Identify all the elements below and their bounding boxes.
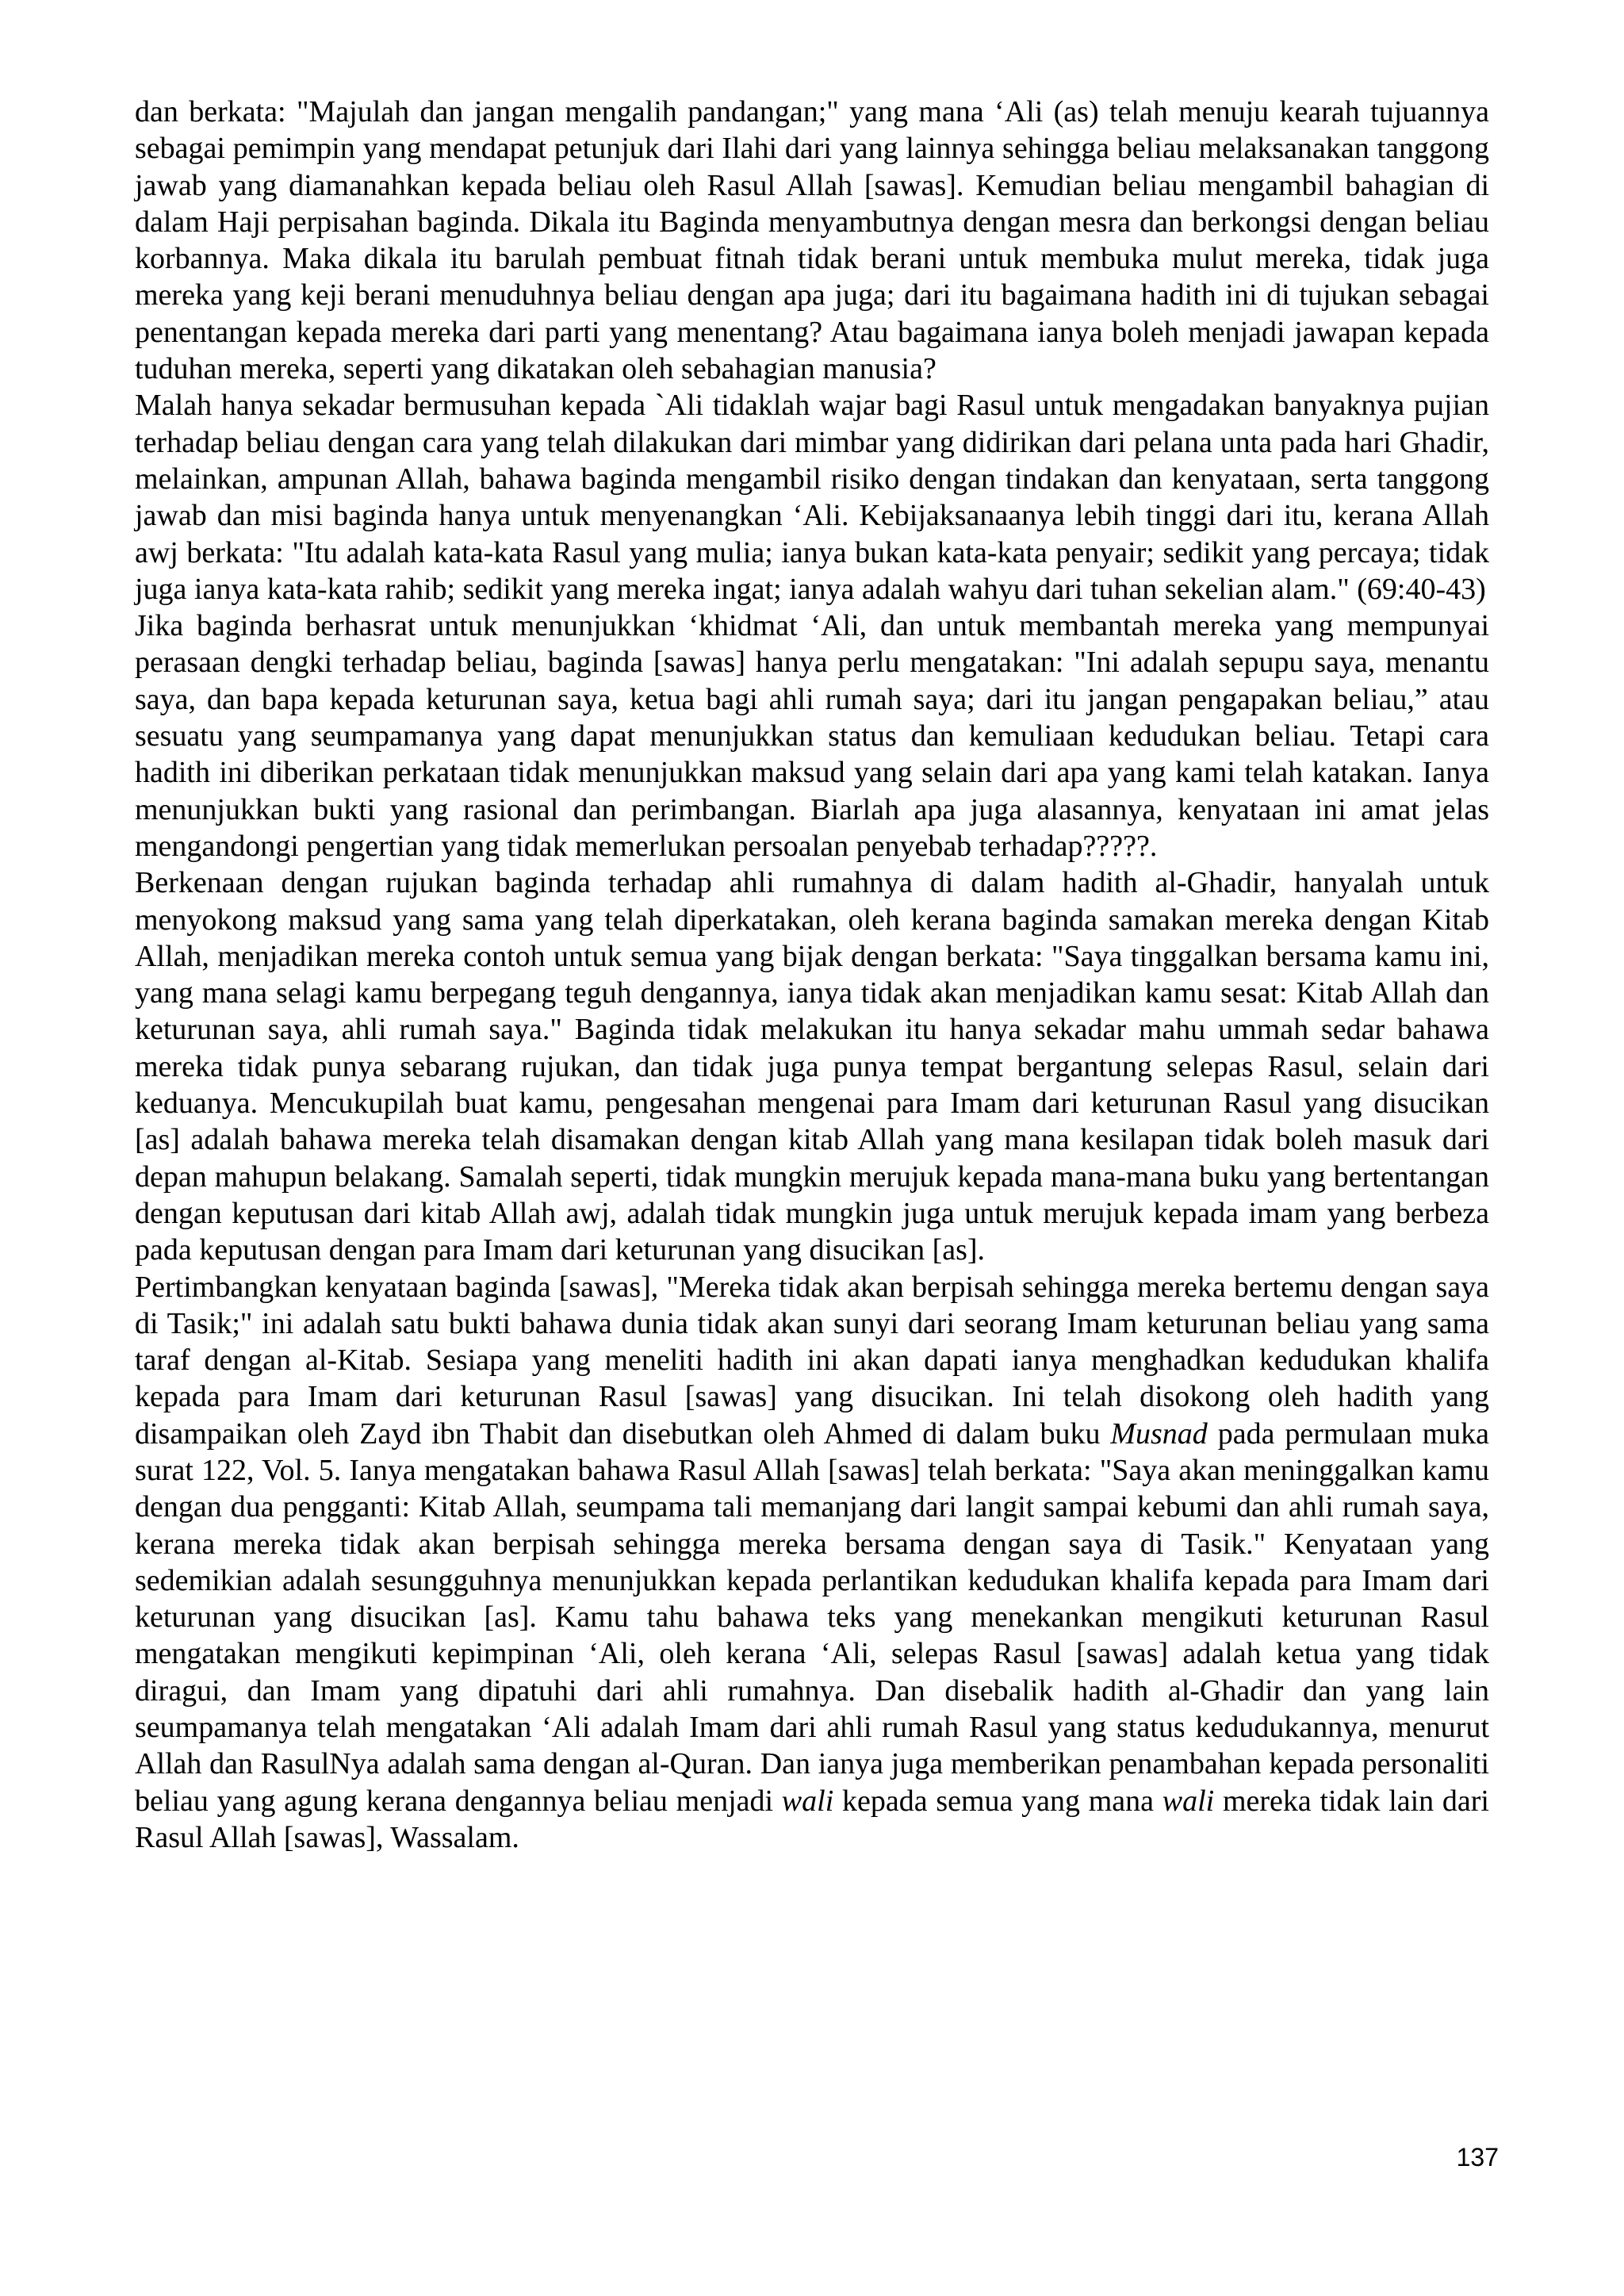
paragraph <box>135 864 1489 1268</box>
page-number: 137 <box>1456 2143 1499 2171</box>
body-text <box>135 94 1489 1856</box>
text-run: Jika baginda berhasrat untuk menunjukkan ‘khidmat ‘Ali, dan untuk membantah mereka yang mempunyai perasaan dengki terhadap beliau, baginda [sawas] hanya perlu mengatakan: "Ini adalah sepupu saya, menantu saya, dan bapa kepada keturunan saya, ketua bagi ahli rumah saya; dari itu jangan pengapakan beliau,” atau sesuatu yang seumpamanya yang dapat menunjukkan status dan kemuliaan kedudukan beliau. Tetapi cara hadith ini diberikan perkataan tidak menunjukkan maksud yang selain dari apa yang kami telah katakan. Ianya menunjukkan bukti yang rasional dan perimbangan. Biarlah apa juga alasannya, kenyataan ini amat jelas mengandongi pengertian yang tidak memerlukan persoalan penyebab terhadap?????. <box>135 609 1489 863</box>
text-run: mereka tidak lain dari Rasul Allah [sawas], Wassalam. <box>135 1784 1489 1854</box>
text-run: Berkenaan dengan rujukan baginda terhadap ahli rumahnya di dalam hadith al-Ghadir, hanyalah untuk menyokong maksud yang sama yang telah diperkatakan, oleh kerana baginda samakan mereka dengan Kitab Allah, menjadikan mereka contoh untuk semua yang bijak dengan berkata: "Saya tinggalkan bersama kamu ini, yang mana selagi kamu berpegang teguh dengannya, ianya tidak akan menjadikan kamu sesat: Kitab Allah dan keturunan saya, ahli rumah saya." Baginda tidak melakukan itu hanya sekadar mahu ummah sedar bahawa mereka tidak punya sebarang rujukan, dan tidak juga punya tempat bergantung selepas Rasul, selain dari keduanya. Mencukupilah buat kamu, pengesahan mengenai para Imam dari keturunan Rasul yang disucikan [as] adalah bahawa mereka telah disamakan dengan kitab Allah yang mana kesilapan tidak boleh masuk dari depan mahupun belakang. Samalah seperti, tidak mungkin merujuk kepada mana-mana buku yang bertentangan dengan keputusan dari kitab Allah awj, adalah tidak mungkin juga untuk merujuk kepada imam yang berbeza pada keputusan dengan para Imam dari keturunan yang disucikan [as]. <box>135 866 1489 1267</box>
text-run: Pertimbangkan kenyataan baginda [sawas], "Mereka tidak akan berpisah sehingga mereka bertemu dengan saya di Tasik;" ini adalah satu bukti bahawa dunia tidak akan sunyi dari seorang Imam keturunan beliau yang sama taraf dengan al-Kitab. Sesiapa yang meneliti hadith ini akan dapati ianya menghadkan kedudukan khalifa kepada para Imam dari keturunan Rasul [sawas] yang disucikan. Ini telah disokong oleh hadith yang disampaikan oleh Zayd ibn Thabit dan disebutkan oleh Ahmed di dalam buku <box>135 1270 1489 1451</box>
italic-text: Musnad <box>1110 1416 1208 1451</box>
paragraph <box>135 94 1489 387</box>
text-run: pada permulaan muka surat 122, Vol. 5. Ianya mengatakan bahawa Rasul Allah [sawas] telah berkata: "Saya akan meninggalkan kamu dengan dua pengganti: Kitab Allah, seumpama tali memanjang dari langit sampai kebumi dan ahli rumah saya, kerana mereka tidak akan berpisah sehingga mereka bersama dengan saya di Tasik." Kenyataan yang sedemikian adalah sesungguhnya menunjukkan kepada perlantikan kedudukan khalifa kepada para Imam dari keturunan yang disucikan [as]. Kamu tahu bahawa teks yang menekankan mengikuti keturunan Rasul mengatakan mengikuti kepimpinan ‘Ali, oleh kerana ‘Ali, selepas Rasul [sawas] adalah ketua yang tidak diragui, dan Imam yang dipatuhi dari ahli rumahnya. Dan disebalik hadith al-Ghadir dan yang lain seumpamanya telah mengatakan ‘Ali adalah Imam dari ahli rumah Rasul yang status kedudukannya, menurut Allah dan RasulNya adalah sama dengan al-Quran. Dan ianya juga memberikan penambahan kepada personaliti beliau yang agung kerana dengannya beliau menjadi <box>135 1416 1489 1818</box>
paragraph <box>135 1269 1489 1857</box>
text-run: Malah hanya sekadar bermusuhan kepada `Ali tidaklah wajar bagi Rasul untuk mengadakan banyaknya pujian terhadap beliau dengan cara yang telah dilakukan dari mimbar yang didirikan dari pelana unta pada hari Ghadir, melainkan, ampunan Allah, bahawa baginda mengambil risiko dengan tindakan dan kenyataan, serta tanggong jawab dan misi baginda hanya untuk menyenangkan ‘Ali. Kebijaksanaanya lebih tinggi dari itu, kerana Allah awj berkata: "Itu adalah kata-kata Rasul yang mulia; ianya bukan kata-kata penyair; sedikit yang percaya; tidak juga ianya kata-kata rahib; sedikit yang mereka ingat; ianya adalah wahyu dari tuhan sekelian alam." (69:40-43) <box>135 389 1489 606</box>
text-run: kepada semua yang mana <box>833 1784 1162 1818</box>
italic-text: wali <box>781 1784 834 1818</box>
text-run: dan berkata: "Majulah dan jangan mengalih pandangan;" yang mana ‘Ali (as) telah menuju kearah tujuannya sebagai pemimpin yang mendapat petunjuk dari Ilahi dari yang lainnya sehingga beliau melaksanakan tanggong jawab yang diamanahkan kepada beliau oleh Rasul Allah [sawas]. Kemudian beliau mengambil bahagian di dalam Haji perpisahan baginda. Dikala itu Baginda menyambutnya dengan mesra dan berkongsi dengan beliau korbannya. Maka dikala itu barulah pembuat fitnah tidak berani untuk membuka mulut mereka, tidak juga mereka yang keji berani menuduhnya beliau dengan apa juga; dari itu bagaimana hadith ini di tujukan sebagai penentangan kepada mereka dari parti yang menentang? Atau bagaimana ianya boleh menjadi jawapan kepada tuduhan mereka, seperti yang dikatakan oleh sebahagian manusia? <box>135 95 1489 386</box>
paragraph <box>135 608 1489 864</box>
italic-text: wali <box>1162 1784 1215 1818</box>
paragraph <box>135 387 1489 608</box>
